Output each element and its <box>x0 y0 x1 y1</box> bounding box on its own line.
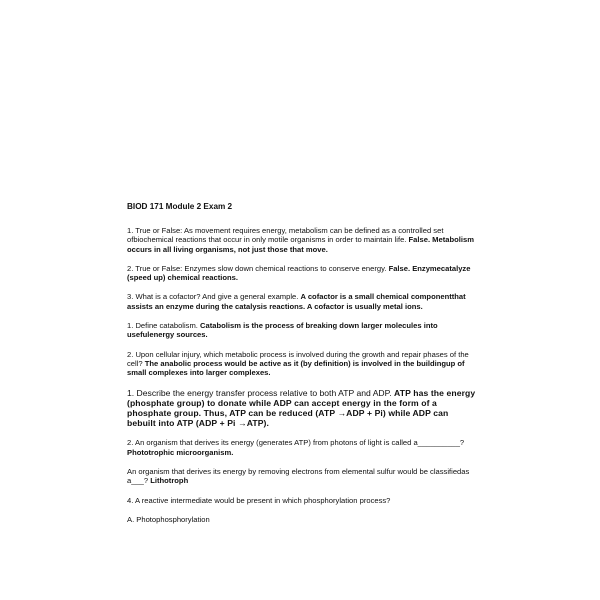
question-block-1 <box>127 226 479 254</box>
question-text: An organism that derives its energy by removing electrons from elemental sulfur would be classifiedas a___? <box>127 466 470 486</box>
question-block-7 <box>127 438 479 457</box>
question-text: 4. A reactive intermediate would be present in which phosphorylation process? <box>127 495 391 505</box>
question-text: 1. Define catabolism. <box>127 321 198 331</box>
question-text: 1. Describe the energy transfer process relative to both ATP and ADP. <box>127 387 392 398</box>
question-block-4 <box>127 321 479 340</box>
question-block-3 <box>127 292 479 311</box>
document-page <box>127 202 479 534</box>
answer-choice-a <box>127 515 479 524</box>
answer-text: Catabolism is the process of breaking down larger molecules into usefulenergy sources. <box>127 321 438 340</box>
question-block-5 <box>127 350 479 378</box>
question-text: 3. What is a cofactor? And give a general example. <box>127 292 299 302</box>
answer-text: The anabolic process would be active as it (by definition) is involved in the buildingup of small complexes into larger complexes. <box>127 358 465 378</box>
answer-text: Lithotroph <box>150 476 189 486</box>
question-text: 2. Upon cellular injury, which metabolic process is involved during the growth and repair phases of the cell? <box>127 349 469 368</box>
question-block-8 <box>127 467 479 486</box>
choice-text: A. Photophosphorylation <box>127 514 210 524</box>
document-title: BIOD 171 Module 2 Exam 2 <box>127 202 233 211</box>
answer-text: False. Metabolism occurs in all living organisms, not just those that move. <box>127 235 474 254</box>
answer-text: A cofactor is a small chemical componentthat assists an enzyme during the catalysis reactions. A cofactor is usually metal ions. <box>127 292 466 311</box>
answer-text: False. Enzymecatalyze (speed up) chemical reactions. <box>127 263 471 283</box>
question-text: 2. An organism that derives its energy (generates ATP) from photons of light is called a__________? <box>127 438 465 448</box>
answer-text: Phototrophic microorganism. <box>127 447 234 457</box>
question-text: 1. True or False: As movement requires energy, metabolism can be defined as a controlled set ofbiochemical reactions that occur in only motile organisms in order to maintain life. <box>127 226 444 245</box>
question-block-6 <box>127 388 479 429</box>
question-block-9 <box>127 496 479 505</box>
answer-text: ATP has the energy (phosphate group) to donate while ADP can accept energy in the form of a phosphate group. Thus, ATP can be reduced (ATP →ADP + Pi) while ADP can bebuilt into ATP (ADP + Pi →ATP). <box>127 387 476 429</box>
question-text: 2. True or False: Enzymes slow down chemical reactions to conserve energy. <box>127 263 387 273</box>
question-block-2 <box>127 264 479 283</box>
